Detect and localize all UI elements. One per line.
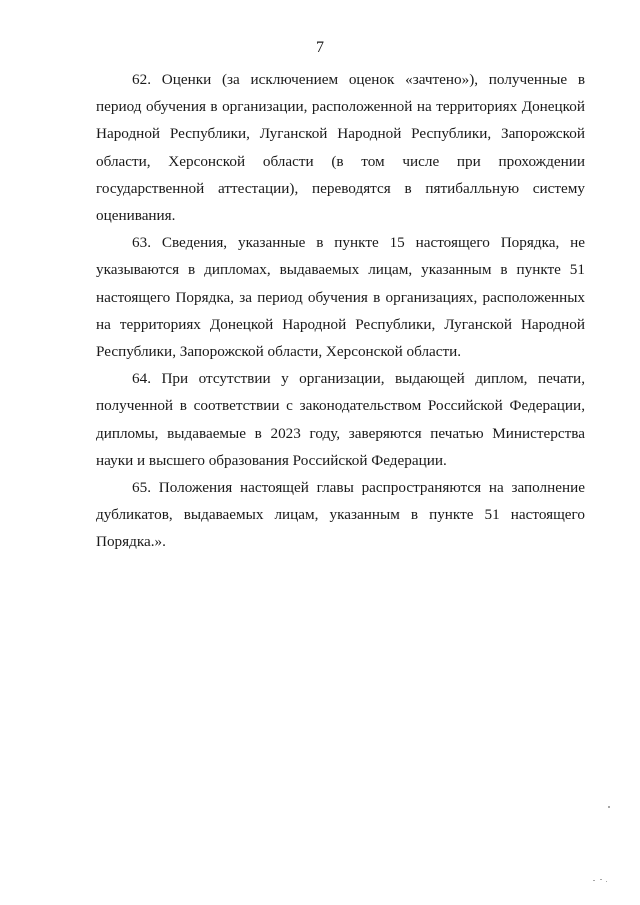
scan-speck (608, 806, 610, 808)
paragraph-63: 63. Сведения, указанные в пункте 15 настоящего Порядка, не указываются в дипломах, выдаваемых лицам, указанным в пункте 51 настоящего Порядка, за период обучения в организациях, расположенных на территориях Донецкой Народной Республики, Луганской Народной Республики, Запорожской области, Херсонской области. (96, 234, 585, 361)
paragraph-62: 62. Оценки (за исключением оценок «зачтено»), полученные в период обучения в организации, расположенной на территориях Донецкой Народной Республики, Луганской Народной Республики, Запорожской области, Херсонской области (в том числе при прохождении государственной аттестации), переводятся в пятибалльную систему оценивания. (96, 71, 585, 225)
scan-speck (593, 880, 595, 881)
page-number: 7 (316, 39, 324, 56)
paragraph-64: 64. При отсутствии у организации, выдающей диплом, печати, полученной в соответствии с законодательством Российской Федерации, дипломы, выдаваемые в 2023 году, заверяются печатью Министерства науки и высшего образования Российской Федерации. (96, 370, 585, 469)
scan-speck (600, 879, 602, 880)
document-body (96, 66, 585, 556)
paragraph-65: 65. Положения настоящей главы распространяются на заполнение дубликатов, выдаваемых лицам, указанным в пункте 51 настоящего Порядка.». (96, 479, 585, 551)
scan-speck (606, 881, 607, 882)
